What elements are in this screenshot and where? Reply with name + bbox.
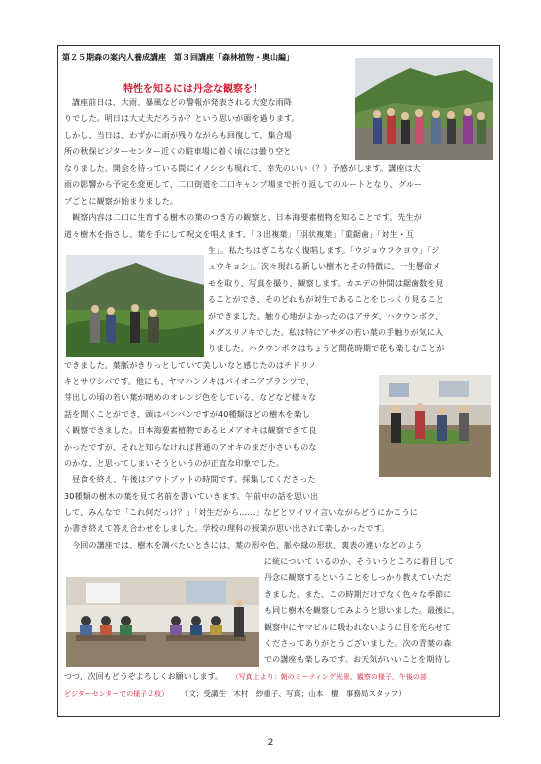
- paragraph-1-cont: なりました。開会を待っている間にイノシシも現れて、幸先のいい（？）予感がします。講座は大 雨の影響から予定を変更して、二口街道を二口キャンプ場まで折り返してのルートとなり、グルー プごとに観察が始まりました。 観察内容は二口に生育する樹木の葉のつき方の観察と、日本海要素植物を知ることです。先生が 道々樹木を指さし、葉を手にして呪文を唱えます、「３出複葉」「羽状複葉」「重鋸歯」「対生・互: [64, 164, 423, 239]
- page-number: 2: [267, 738, 274, 748]
- article-header: 第２５期森の案内人養成講座 第３回講座「森林植物・奥山編」: [62, 53, 294, 62]
- paragraph-4: に統について いるのか、そういうところに着目して 丹念に観察するということをしっかり教えていただ きました。また、この時期だけでなく色々な季節に も同じ樹木を観察してみようと思いました。最後に、 観察中にヤマビルに吸われないように目を光らせて くださってありがとうございました。次の青葉の森 での講座も楽しみです。お天気がいいことを期待し: [264, 557, 460, 665]
- closing-line: [64, 671, 496, 683]
- photo-visitor-center-1: [379, 375, 491, 477]
- article-subtitle: 特性を知るには丹念な観察を！: [123, 84, 263, 95]
- photo-caption-1: （写真上より：朝のミーティング光景、観察の様子、午後の部: [231, 673, 427, 681]
- photo-visitor-center-2: [66, 577, 259, 667]
- photo-observation: [66, 255, 204, 357]
- paragraph-1: 講座前日は、大雨、暴風などの警報が発表される大変な雨降 りでした。明日は大丈夫だろうか？という思いが頭を過ります。 しかし、当日は、わずかに雨が残りながらも回復して、集合場 所の秋保ビジターセンター近くの駐車場に着く頃には曇り空と: [64, 98, 300, 157]
- paragraph-2-cont: できました。葉脈がきりっとしていて美しいなと感じたのはチドリノ: [64, 361, 317, 370]
- paragraph-3-cont: して、みんなで「これ何だっけ？」「対生だから……」などとワイワイ言いながらどうにかこうに か書き終えて答え合わせをしました。学校の理科の授業が思い出されて楽しかったです。 今回の講座では、樹木を調べたいときには、葉の形や色、脈や縁の形状、裏表の違いなどのよう: [64, 508, 423, 550]
- photo-caption-2: ビジターセンターでの様子２枚）: [64, 690, 169, 698]
- paragraph-2: 生」。私たちはぎこちなく復唱します。「ウジョウフクヨウ」「ジ ュウキョシ」。次々現れる新しい樹木とその特徴に、一生懸命メ モを取り、写真を撮り、観察します。カエデの仲間は鋸歯数を見 ることができ、そのどれもが対生であることをじっくり見ること ができました。触り心地がよかったのはアサダ、ハクウンボク、 メグスリノキでした。私は特にアサダの若い葉の手触りが気に入 りました。ハクウンボクはちょうど開花時期で花も楽しむことが: [208, 246, 445, 354]
- credit-text: （文；受講生 木村 紗重子、写真；山本 檀 事務局スタッフ）: [180, 689, 406, 698]
- credit-line: [64, 688, 496, 700]
- photo-morning-meeting: [355, 58, 493, 160]
- paragraph-3: キとサワシバです。他にも、ヤマハンノキはパイオニアプランツで、 芽出しの頃の若い葉が晴めのオレンジ色をしている、などなど様々な 話を聞くことができ、頭はパンパンですが40種類ほどの樹木を楽し く観察できました。日本海要素植物であるヒメアオキは観察できて良 かったですが、それと知らなければ普通のアオキのまだ小さいものな のかな、と思ってしまいそうというのが正直な印象でした。 昼食を終え、午後はアウトプットの時間です。採集してくださった 30種類の樹木の葉を見て名前を書いていきます。午前中の話を思い出: [64, 377, 319, 501]
- closing-text: つつ、次回もどうぞよろしくお願いします。: [64, 672, 224, 681]
